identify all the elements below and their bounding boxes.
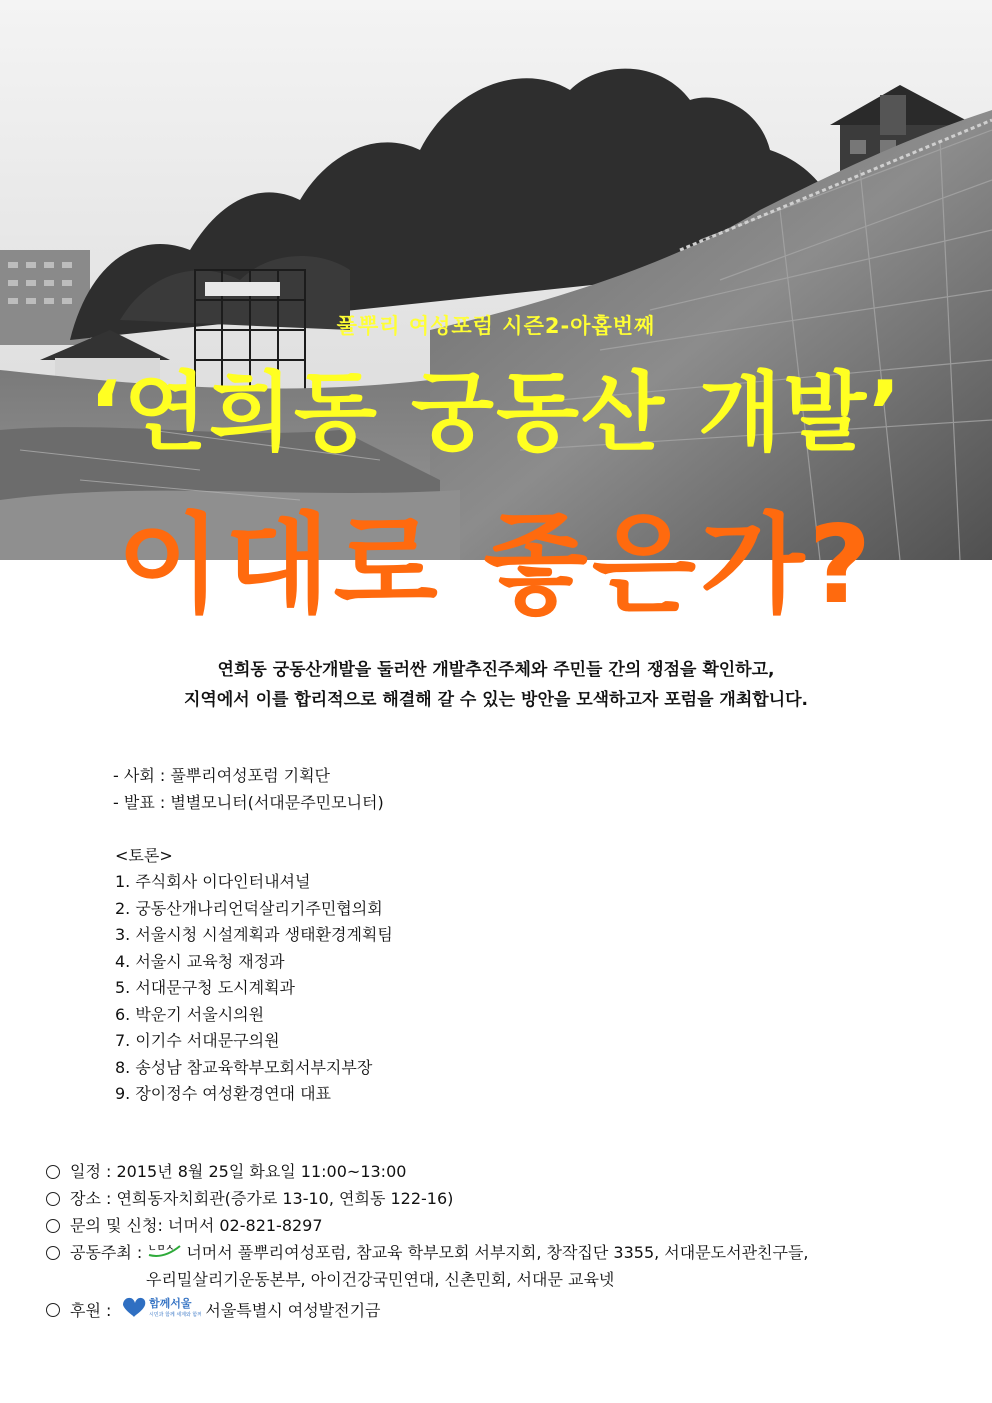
schedule-text: 일정 : 2015년 8월 25일 화요일 11:00~13:00 [70, 1162, 407, 1181]
circle-bullet-icon [46, 1246, 60, 1260]
construction-site-image [0, 0, 992, 560]
cohost-continuation: 우리밀살리기운동본부, 아이건강국민연대, 신촌민회, 서대문 교육넷 [146, 1270, 615, 1289]
discussion-panel [115, 842, 393, 1108]
svg-text:ㄴㅁㅅ: ㄴㅁㅅ [148, 1244, 175, 1254]
sponsor-text: 서울특별시 여성발전기금 [205, 1300, 381, 1320]
presenter-line: - 발표 : 별별모니터(서대문주민모니터) [113, 793, 384, 812]
list-item: 2. 궁동산개나리언덕살리기주민협의회 [115, 898, 383, 918]
schedule-row [46, 1158, 808, 1185]
moderator-line: - 사회 : 풀뿌리여성포럼 기획단 [113, 766, 330, 785]
list-item: 5. 서대문구청 도시계획과 [115, 978, 295, 997]
svg-text:함께서울: 함께서울 [149, 1297, 192, 1310]
venue-text: 장소 : 연희동자치회관(증가로 13-10, 연희동 122-16) [70, 1189, 454, 1208]
intro-line: 지역에서 이를 합리적으로 해결해 갈 수 있는 방안을 모색하고자 포럼을 개최합니다. [184, 690, 808, 710]
list-item: 1. 주식회사 이다인터내셔널 [115, 872, 311, 891]
main-title: ‘연희동 궁동산 개발’ [89, 363, 903, 463]
list-item: 6. 박운기 서울시의원 [115, 1004, 265, 1024]
circle-bullet-icon [46, 1192, 60, 1206]
circle-bullet-icon [46, 1303, 60, 1317]
svg-text:시민과 함께 세계와 함께: 시민과 함께 세계와 함께 [149, 1312, 202, 1318]
list-item: 3. 서울시청 시설계획과 생태환경계획팀 [115, 925, 393, 944]
contact-text: 문의 및 신청: 너머서 02-821-8297 [70, 1216, 323, 1235]
event-info [46, 1158, 808, 1327]
discussion-heading: <토론> [115, 846, 173, 865]
roles-list [113, 762, 384, 816]
discussion-list [115, 869, 393, 1108]
series-subtitle: 풀뿌리 여성포럼 시즌2-아홉번째 [336, 314, 656, 338]
main-question: 이대로 좋은가? [116, 503, 876, 628]
hero-photo [0, 0, 992, 560]
list-item: 9. 장이정수 여성환경연대 대표 [115, 1084, 331, 1103]
sponsor-label: 후원 : [70, 1300, 112, 1320]
circle-bullet-icon [46, 1219, 60, 1233]
intro-text [0, 655, 992, 715]
list-item: 7. 이기수 서대문구의원 [115, 1031, 280, 1050]
contact-row [46, 1212, 808, 1239]
cohost-text: 너머서 풀뿌리여성포럼, 참교육 학부모회 서부지회, 창작집단 3355, 서대문도서관친구들, [186, 1243, 809, 1262]
seoul-logo-icon [121, 1293, 201, 1327]
cohost-row [46, 1239, 808, 1266]
nmeoseo-logo-icon [146, 1239, 182, 1266]
list-item: 4. 서울시 교육청 재정과 [115, 951, 285, 971]
sponsor-row [46, 1293, 808, 1327]
venue-row [46, 1185, 808, 1212]
list-item: 8. 송성남 참교육학부모회서부지부장 [115, 1057, 373, 1077]
cohost-label: 공동주최 : [70, 1243, 143, 1262]
intro-line: 연희동 궁동산개발을 둘러싼 개발추진주체와 주민들 간의 쟁점을 확인하고, [217, 660, 775, 680]
circle-bullet-icon [46, 1165, 60, 1179]
